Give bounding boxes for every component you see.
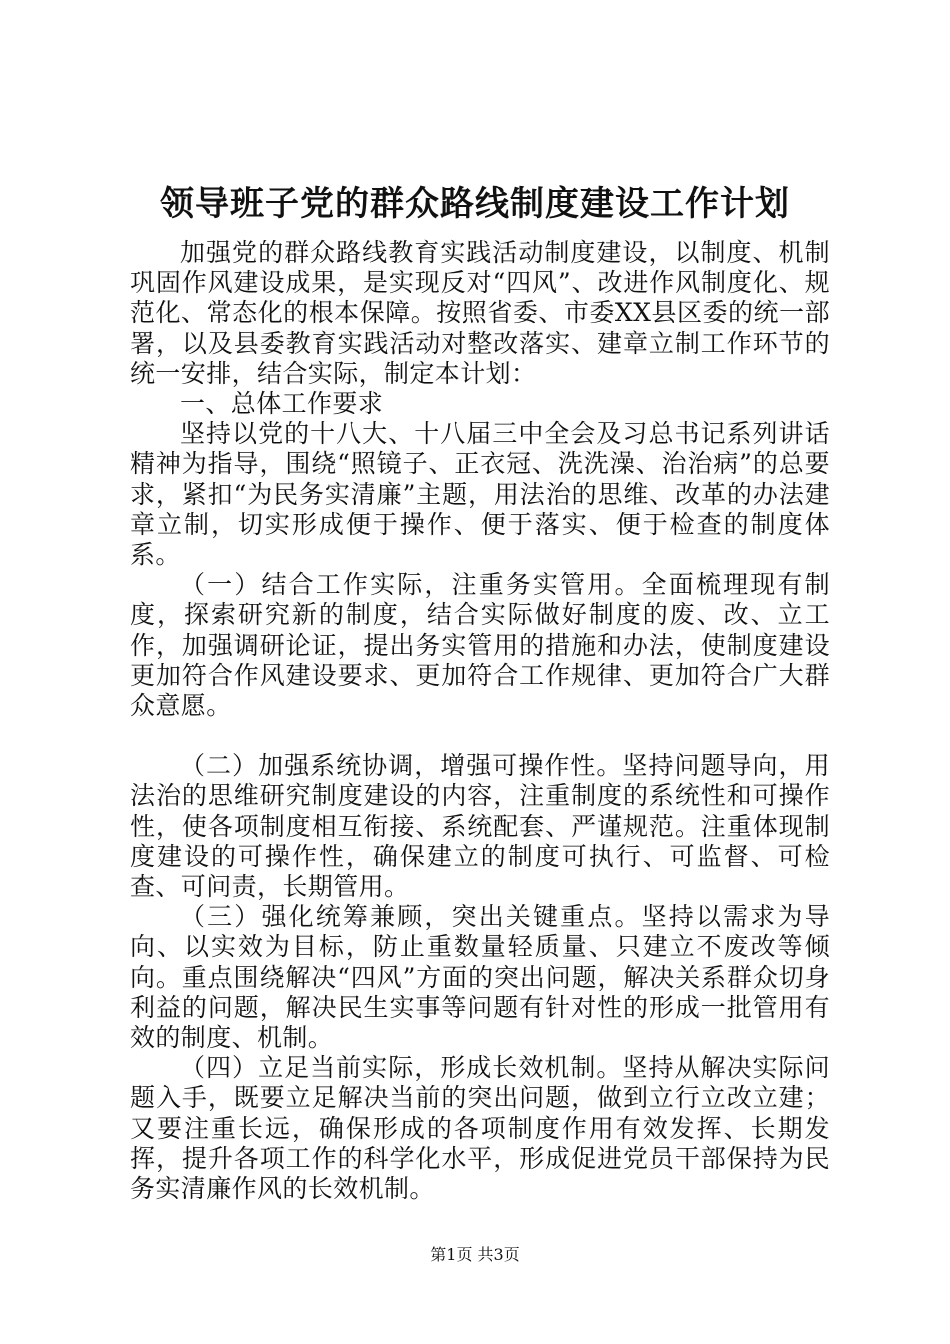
item-four-paragraph: （四）立足当前实际，形成长效机制。坚持从解决实际问题入手，既要立足解决当前的突出问题，做到立行立改立建；又要注重长远，确保形成的各项制度作用有效发挥、长期发挥，提升各项工作的科学化水平，形成促进党员干部保持为民务实清廉作风的长效机制。 [130, 1053, 830, 1204]
intro-paragraph: 加强党的群众路线教育实践活动制度建设，以制度、机制巩固作风建设成果，是实现反对“四风”、改进作风制度化、规范化、常态化的根本保障。按照省委、市委XX县区委的统一部署，以及县委教育实践活动对整改落实、建章立制工作环节的统一安排，结合实际，制定本计划： [130, 238, 830, 388]
item-two-paragraph: （二）加强系统协调，增强可操作性。坚持问题导向，用法治的思维研究制度建设的内容，注重制度的系统性和可操作性，使各项制度相互衔接、系统配套、严谨规范。注重体现制度建设的可操作性，确保建立的制度可执行、可监督、可检查、可问责，长期管用。 [130, 751, 830, 902]
section-heading: 一、总体工作要求 [180, 389, 384, 419]
page-number: 第1页 共3页 [430, 1245, 520, 1264]
document-title: 领导班子党的群众路线制度建设工作计划 [160, 184, 790, 224]
item-three-paragraph: （三）强化统筹兼顾，突出关键重点。坚持以需求为导向、以实效为目标，防止重数量轻质量、只建立不废改等倾向。重点围绕解决“四风”方面的突出问题，解决关系群众切身利益的问题，解决民生实事等问题有针对性的形成一批管用有效的制度、机制。 [130, 902, 830, 1053]
general-requirements-paragraph: 坚持以党的十八大、十八届三中全会及习总书记系列讲话精神为指导，围绕“照镜子、正衣冠、洗洗澡、治治病”的总要求，紧扣“为民务实清廉”主题，用法治的思维、改革的办法建章立制，切实形成便于操作、便于落实、便于检查的制度体系。 [130, 419, 830, 570]
item-one-paragraph: （一）结合工作实际，注重务实管用。全面梳理现有制度，探索研究新的制度，结合实际做好制度的废、改、立工作，加强调研论证，提出务实管用的措施和办法，使制度建设更加符合作风建设要求、更加符合工作规律、更加符合广大群众意愿。 [130, 570, 830, 721]
document-body [130, 238, 830, 1204]
